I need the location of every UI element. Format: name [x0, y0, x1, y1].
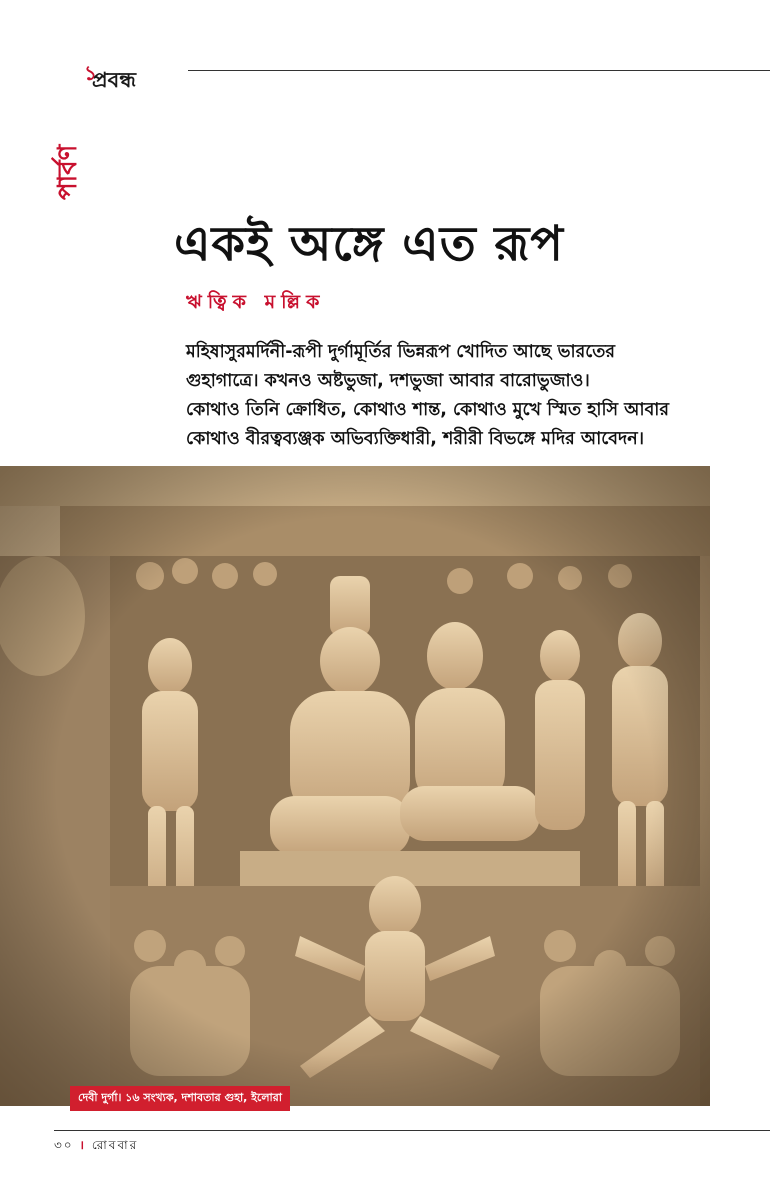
article-intro: [186, 338, 726, 454]
category-label: প্রবন্ধ: [92, 68, 136, 92]
page-number: ৩০: [54, 1138, 74, 1152]
folio-separator: ।: [79, 1138, 86, 1152]
page-folio: [54, 1136, 138, 1157]
section-name: পার্বণ: [53, 144, 83, 200]
relief-image: [0, 466, 710, 1106]
sculpture-photo: [0, 466, 710, 1106]
intro-line: গুহাগাত্রে। কখনও অষ্টভুজা, দশভুজা আবার বারোভুজাও।: [186, 371, 590, 391]
section-logo: [53, 61, 97, 204]
article-headline: একই অঙ্গে এত রূপ: [174, 216, 564, 272]
photo-caption: দেবী দুর্গা। ১৬ সংখ্যক, দশাবতার গুহা, ইলোরা: [70, 1086, 290, 1111]
bottom-rule: [54, 1130, 770, 1131]
top-rule: [188, 70, 770, 71]
section-label: [53, 61, 97, 204]
publication-name: রোববার: [91, 1138, 139, 1152]
section-number: ১: [84, 61, 97, 85]
author-byline: ঋত্বিক মল্লিক: [186, 291, 326, 313]
intro-line: মহিষাসুরমর্দিনী-রূপী দুর্গামূর্তির ভিন্নরূপ খোদিত আছে ভারতের: [186, 342, 616, 362]
intro-line: কোথাও তিনি ক্রোধিত, কোথাও শান্ত, কোথাও মুখে স্মিত হাসি আবার: [186, 400, 670, 420]
intro-line: কোথাও বীরত্বব্যঞ্জক অভিব্যক্তিধারী, শরীরী বিভঙ্গে মদির আবেদন।: [186, 429, 644, 449]
